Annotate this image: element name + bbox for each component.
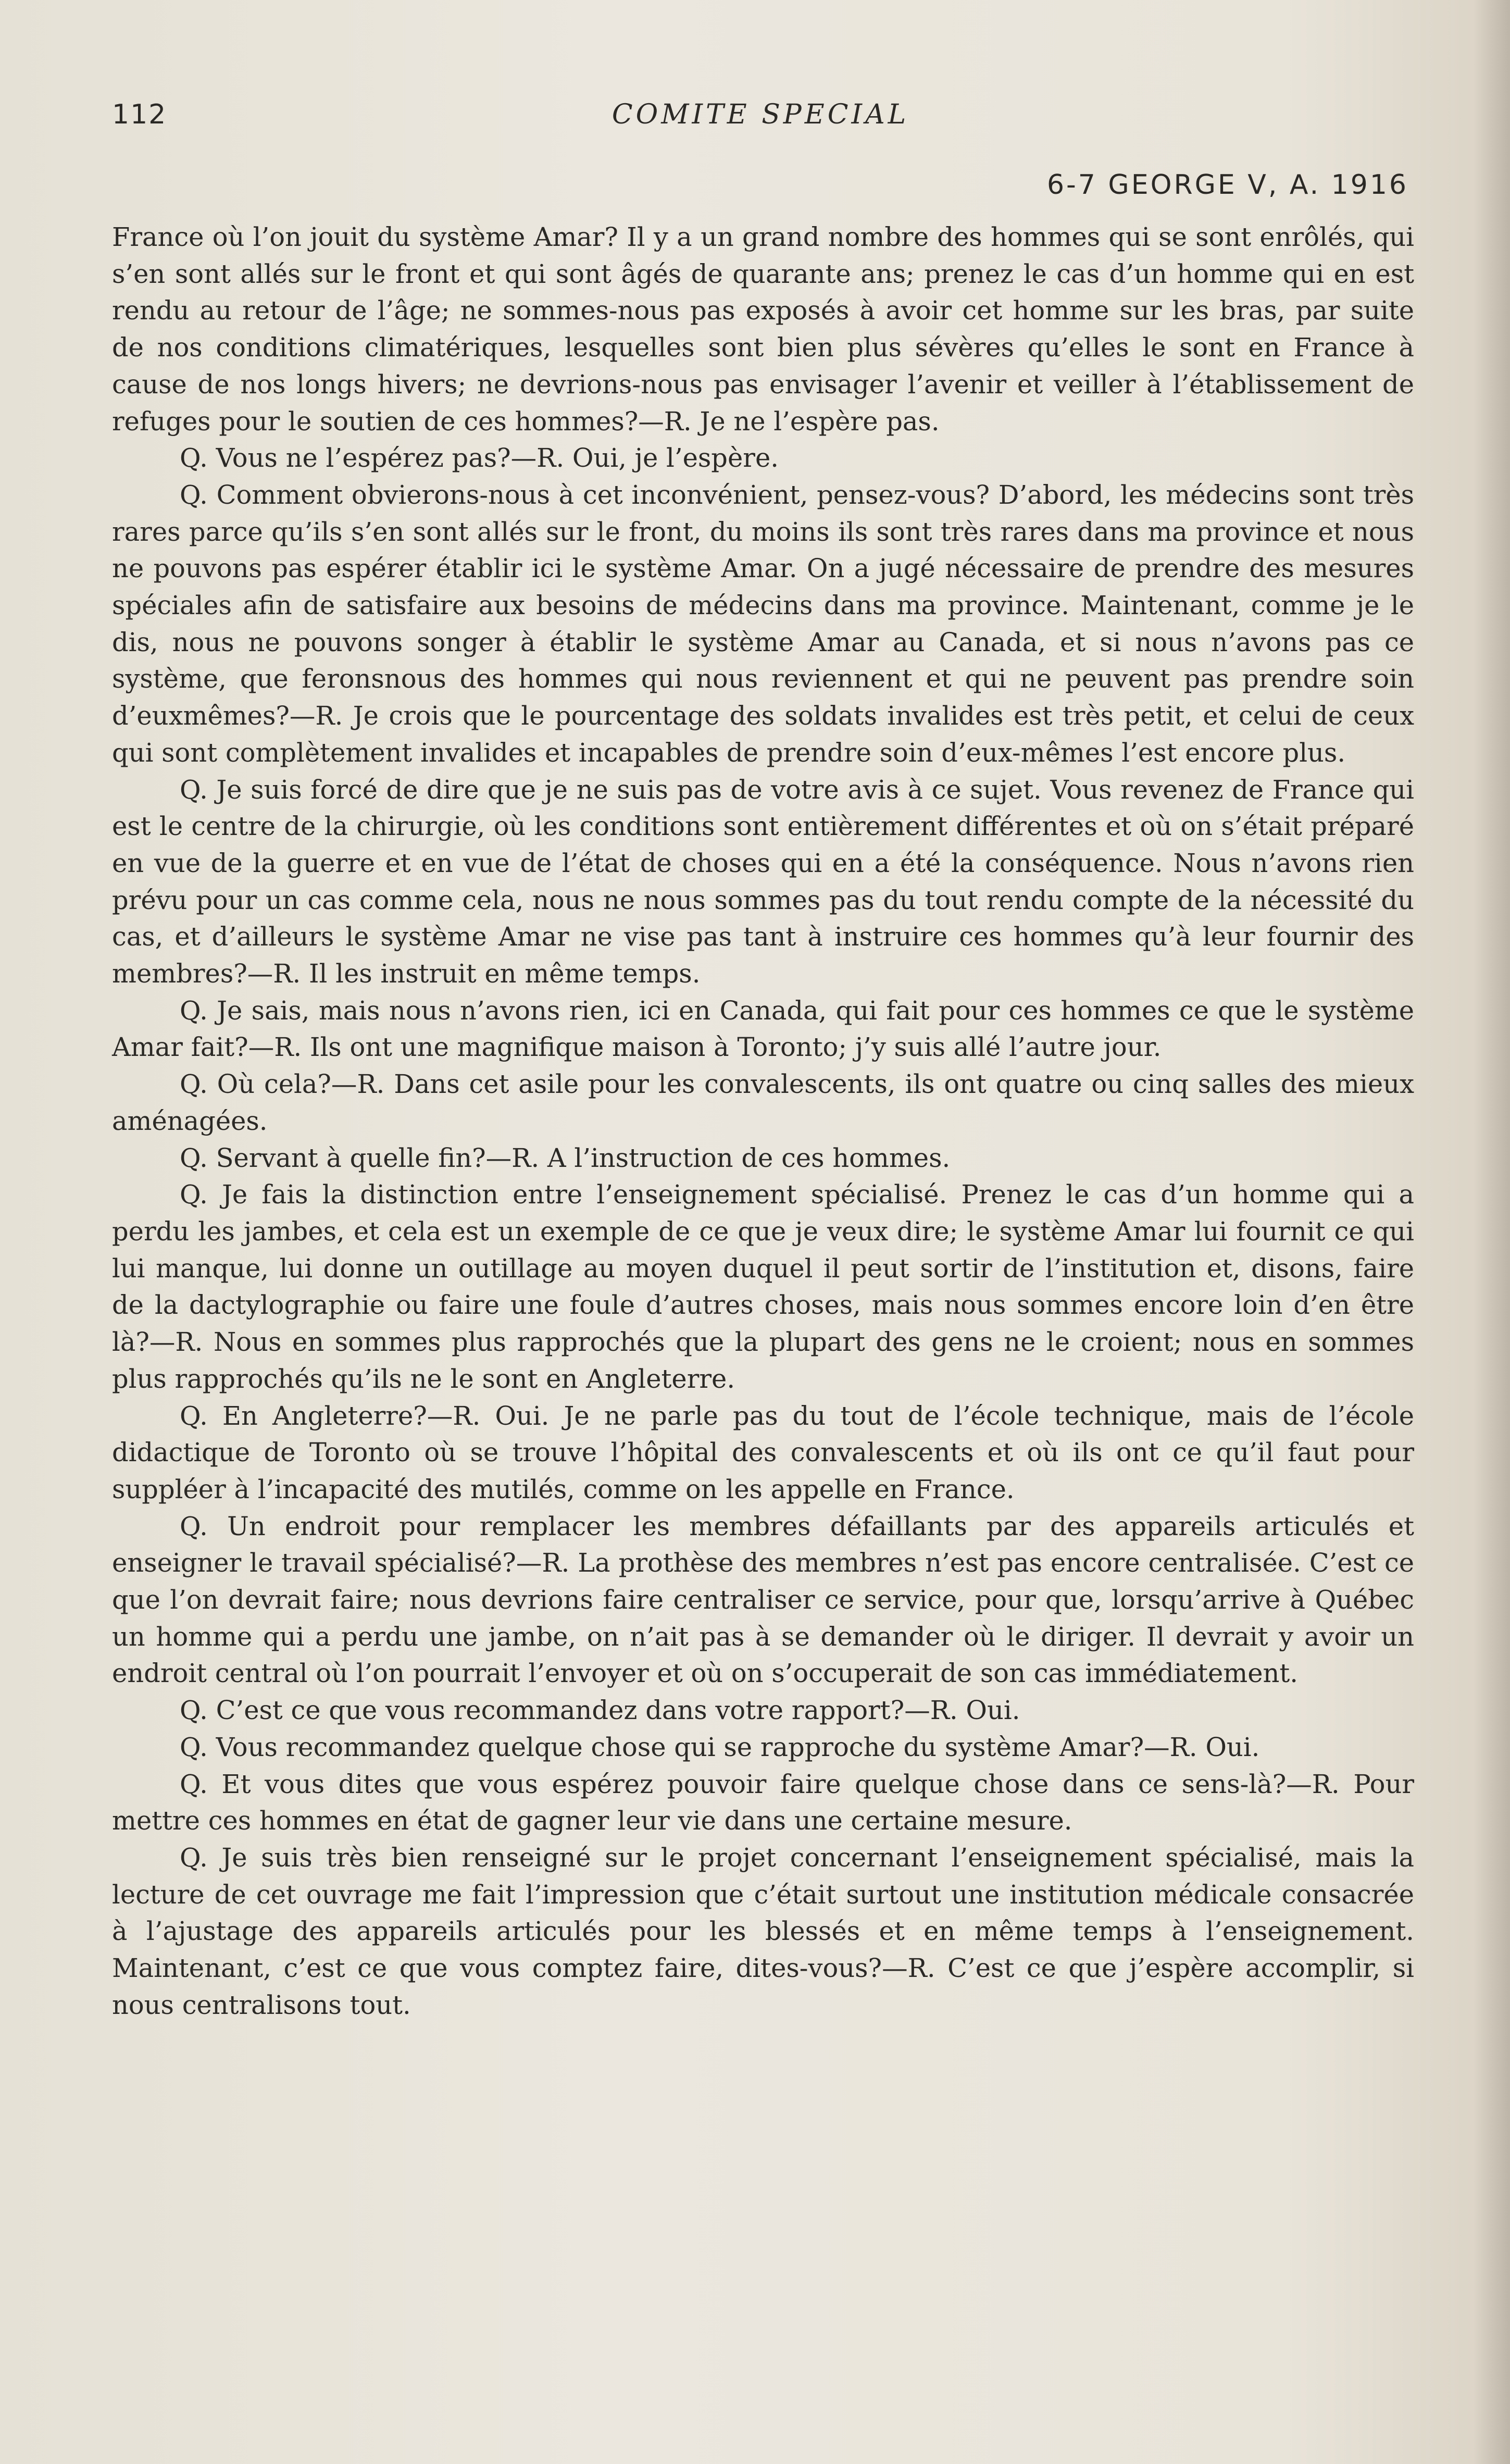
body-text (112, 219, 1414, 2023)
paragraph: Q. Je sais, mais nous n’avons rien, ici en Canada, qui fait pour ces hommes ce que le système Amar fait?—R. Ils ont une magnifique maison à Toronto; j’y suis allé l’autre jour. (112, 995, 1414, 1063)
paragraph: Q. Et vous dites que vous espérez pouvoir faire quelque chose dans ce sens-là?—R. Pour mettre ces hommes en état de gagner leur vie dans une certaine mesure. (112, 1769, 1414, 1836)
session-reference: 6-7 GEORGE V, A. 1916 (1046, 169, 1408, 201)
paragraph: Q. Vous recommandez quelque chose qui se rapproche du système Amar?—R. Oui. (180, 1732, 1260, 1762)
paragraph: Q. Où cela?—R. Dans cet asile pour les convalescents, ils ont quatre ou cinq salles des mieux aménagées. (112, 1069, 1414, 1136)
paragraph-continuation: France où l’on jouit du système Amar? Il y a un grand nombre des hommes qui se sont enrôlés, qui s’en sont allés sur le front et qui sont âgés de quarante ans; prenez le cas d’un homme qui en est rendu au retour de l’âge; ne sommes-nous pas exposés à avoir cet homme sur les bras, par suite de nos conditions climatériques, lesquelles sont bien plus sévères qu’elles le sont en France à cause de nos longs hivers; ne devrions-nous pas envisager l’avenir et veiller à l’établissement de refuges pour le soutien de ces hommes?—R. Je ne l’espère pas. (112, 222, 1414, 437)
page-edge-shadow (1474, 0, 1510, 2464)
paragraph: Q. Je fais la distinction entre l’enseignement spécialisé. Prenez le cas d’un homme qui a perdu les jambes, et cela est un exemple de ce que je veux dire; le système Amar lui fournit ce qui lui manque, lui donne un outillage au moyen duquel il peut sortir de l’institution et, disons, faire de la dactylographie ou faire une foule d’autres choses, mais nous sommes encore loin d’en être là?—R. Nous en sommes plus rapprochés que la plupart des gens ne le croient; nous en sommes plus rapprochés qu’ils ne le sont en Angleterre. (112, 1179, 1414, 1394)
page-header (112, 99, 1409, 141)
page-number: 112 (112, 99, 167, 130)
paragraph: Q. Servant à quelle fin?—R. A l’instruction de ces hommes. (180, 1142, 951, 1173)
paragraph: Q. Comment obvierons-nous à cet inconvénient, pensez-vous? D’abord, les médecins sont très rares parce qu’ils s’en sont allés sur le front, du moins ils sont très rares dans ma province et nous ne pouvons pas espérer établir ici le système Amar. On a jugé nécessaire de prendre des mesures spéciales afin de satisfaire aux besoins de médecins dans ma province. Maintenant, comme je le dis, nous ne pouvons songer à établir le système Amar au Canada, et si nous n’avons pas ce système, que feronsnous des hommes qui nous reviennent et qui ne peuvent pas prendre soin d’euxmêmes?—R. Je crois que le pourcentage des soldats invalides est très petit, et celui de ceux qui sont complètement invalides et incapables de prendre soin d’eux-mêmes l’est encore plus. (112, 479, 1414, 768)
paragraph: Q. Un endroit pour remplacer les membres défaillants par des appareils articulés et enseigner le travail spécialisé?—R. La prothèse des membres n’est pas encore centralisée. C’est ce que l’on devrait faire; nous devrions faire centraliser ce service, pour que, lorsqu’arrive à Québec un homme qui a perdu une jambe, on n’ait pas à se demander où le diriger. Il devrait y avoir un endroit central où l’on pourrait l’envoyer et où on s’occuperait de son cas immédiatement. (112, 1511, 1414, 1689)
paragraph: Q. Vous ne l’espérez pas?—R. Oui, je l’espère. (180, 443, 779, 474)
paragraph: Q. C’est ce que vous recommandez dans votre rapport?—R. Oui. (180, 1695, 1020, 1726)
paragraph: Q. Je suis très bien renseigné sur le projet concernant l’enseignement spécialisé, mais la lecture de cet ouvrage me fait l’impression que c’était surtout une institution médicale consacrée à l’ajustage des appareils articulés pour les blessés et en même temps à l’enseignement. Maintenant, c’est ce que vous comptez faire, dites-vous?—R. C’est ce que j’espère accomplir, si nous centralisons tout. (112, 1842, 1414, 2020)
paragraph: Q. Je suis forcé de dire que je ne suis pas de votre avis à ce sujet. Vous revenez de France qui est le centre de la chirurgie, où les conditions sont entièrement différentes et où on s’était préparé en vue de la guerre et en vue de l’état de choses qui en a été la conséquence. Nous n’avons rien prévu pour un cas comme cela, nous ne nous sommes pas du tout rendu compte de la nécessité du cas, et d’ailleurs le système Amar ne vise pas tant à instruire ces hommes qu’à leur fournir des membres?—R. Il les instruit en même temps. (112, 774, 1414, 989)
paragraph: Q. En Angleterre?—R. Oui. Je ne parle pas du tout de l’école technique, mais de l’école didactique de Toronto où se trouve l’hôpital des convalescents et où ils ont ce qu’il faut pour suppléer à l’incapacité des mutilés, comme on les appelle en France. (112, 1400, 1414, 1504)
running-title: COMITE SPECIAL (612, 99, 909, 130)
